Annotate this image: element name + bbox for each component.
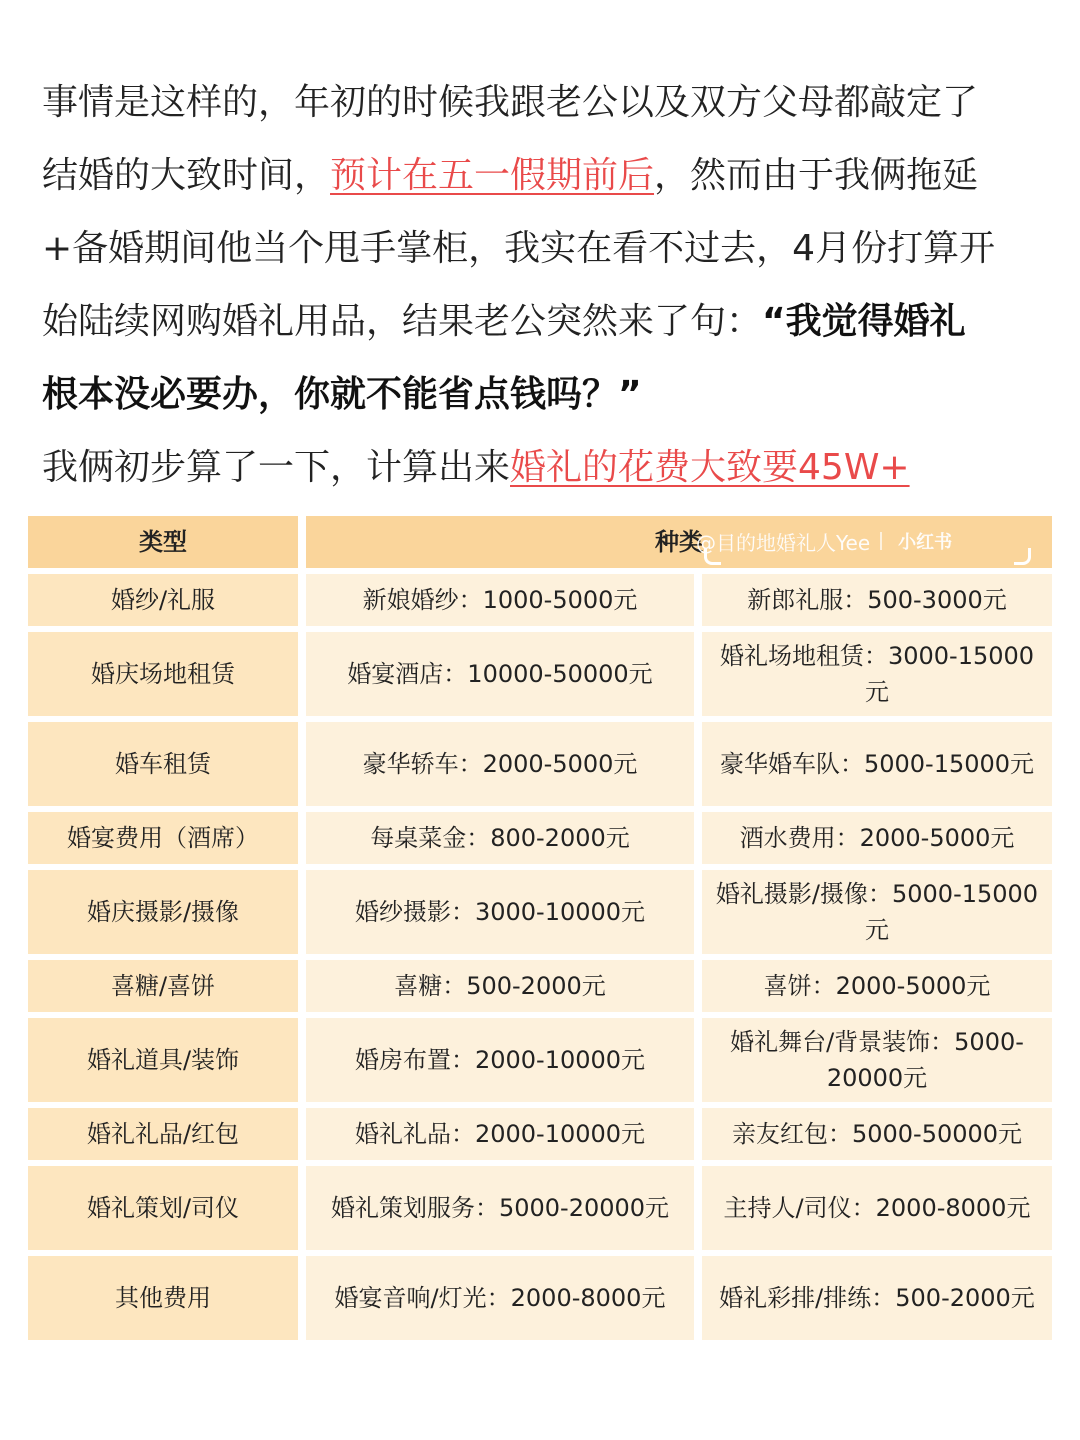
- intro-line-1: 事情是这样的，年初的时候我跟老公以及双方父母都敲定了: [42, 82, 979, 123]
- intro-text: [42, 66, 1042, 504]
- table-row: [28, 1256, 1052, 1340]
- intro-line-2: [42, 139, 1042, 212]
- cell-kind-a: 婚宴酒店：10000-50000元: [298, 632, 694, 716]
- table-row: [28, 574, 1052, 626]
- cell-type: 婚宴费用（酒席）: [28, 812, 298, 864]
- watermark: [696, 516, 1032, 566]
- cell-type: 喜糖/喜饼: [28, 960, 298, 1012]
- intro-line-3: +备婚期间他当个甩手掌柜，我实在看不过去，4月份打算开: [42, 228, 996, 269]
- cell-kind-a: 喜糖：500-2000元: [298, 960, 694, 1012]
- cost-table-container: [28, 516, 1052, 1384]
- cell-kind-b: 婚礼彩排/排练：500-2000元: [694, 1256, 1052, 1340]
- cell-kind-b: 主持人/司仪：2000-8000元: [694, 1166, 1052, 1250]
- intro-line-6: [42, 431, 1042, 504]
- highlight-cost: 婚礼的花费大致要45W+: [510, 447, 910, 488]
- cell-kind-a: 婚礼礼品：2000-10000元: [298, 1108, 694, 1160]
- cell-kind-a: 婚纱摄影：3000-10000元: [298, 870, 694, 954]
- intro-text-segment: 结婚的大致时间，: [42, 155, 331, 196]
- header-type: 类型: [28, 516, 298, 568]
- cell-kind-a: 婚宴音响/灯光：2000-8000元: [298, 1256, 694, 1340]
- cell-kind-a: 婚礼策划服务：5000-20000元: [298, 1166, 694, 1250]
- intro-text-segment: ，然而由于我俩拖延: [654, 155, 979, 196]
- brand-logo: 小红书: [898, 532, 953, 553]
- table-row: [28, 722, 1052, 806]
- cell-type: 婚纱/礼服: [28, 574, 298, 626]
- table-body: [28, 574, 1052, 1340]
- cell-type: 婚礼策划/司仪: [28, 1166, 298, 1250]
- quote-end: 根本没必要办，你就不能省点钱吗？”: [42, 374, 642, 415]
- table-row: [28, 960, 1052, 1012]
- cell-kind-b: 亲友红包：5000-50000元: [694, 1108, 1052, 1160]
- watermark-corner-left: [704, 548, 721, 565]
- cell-kind-a: 婚房布置：2000-10000元: [298, 1018, 694, 1102]
- cell-kind-a: 豪华轿车：2000-5000元: [298, 722, 694, 806]
- table-row: [28, 870, 1052, 954]
- cell-kind-a: 每桌菜金：800-2000元: [298, 812, 694, 864]
- quote-start: “我觉得婚礼: [762, 301, 966, 342]
- cell-type: 婚礼礼品/红包: [28, 1108, 298, 1160]
- highlight-date: 预计在五一假期前后: [330, 155, 655, 196]
- table-row: [28, 1166, 1052, 1250]
- cell-kind-b: 婚礼摄影/摄像：5000-15000元: [694, 870, 1052, 954]
- intro-line-4: [42, 285, 1042, 358]
- table-row: [28, 632, 1052, 716]
- watermark-divider: [880, 532, 882, 550]
- intro-text-segment: 我俩初步算了一下，计算出来: [42, 447, 511, 488]
- cell-kind-b: 婚礼场地租赁：3000-15000元: [694, 632, 1052, 716]
- cell-kind-b: 豪华婚车队：5000-15000元: [694, 722, 1052, 806]
- cell-type: 婚庆摄影/摄像: [28, 870, 298, 954]
- cell-kind-a: 新娘婚纱：1000-5000元: [298, 574, 694, 626]
- header-kind: 种类: [298, 516, 1052, 568]
- cell-type: 婚车租赁: [28, 722, 298, 806]
- cell-kind-b: 酒水费用：2000-5000元: [694, 812, 1052, 864]
- cell-kind-b: 新郎礼服：500-3000元: [694, 574, 1052, 626]
- intro-text-segment: 始陆续网购婚礼用品，结果老公突然来了句：: [42, 301, 763, 342]
- cell-type: 婚礼道具/装饰: [28, 1018, 298, 1102]
- cost-table: [28, 510, 1052, 1346]
- cell-type: 其他费用: [28, 1256, 298, 1340]
- watermark-corner-right: [1014, 548, 1031, 565]
- watermark-handle: @目的地婚礼人Yee: [696, 530, 871, 555]
- table-row: [28, 1018, 1052, 1102]
- cell-kind-b: 喜饼：2000-5000元: [694, 960, 1052, 1012]
- cell-type: 婚庆场地租赁: [28, 632, 298, 716]
- cell-kind-b: 婚礼舞台/背景装饰：5000-20000元: [694, 1018, 1052, 1102]
- table-row: [28, 812, 1052, 864]
- table-row: [28, 1108, 1052, 1160]
